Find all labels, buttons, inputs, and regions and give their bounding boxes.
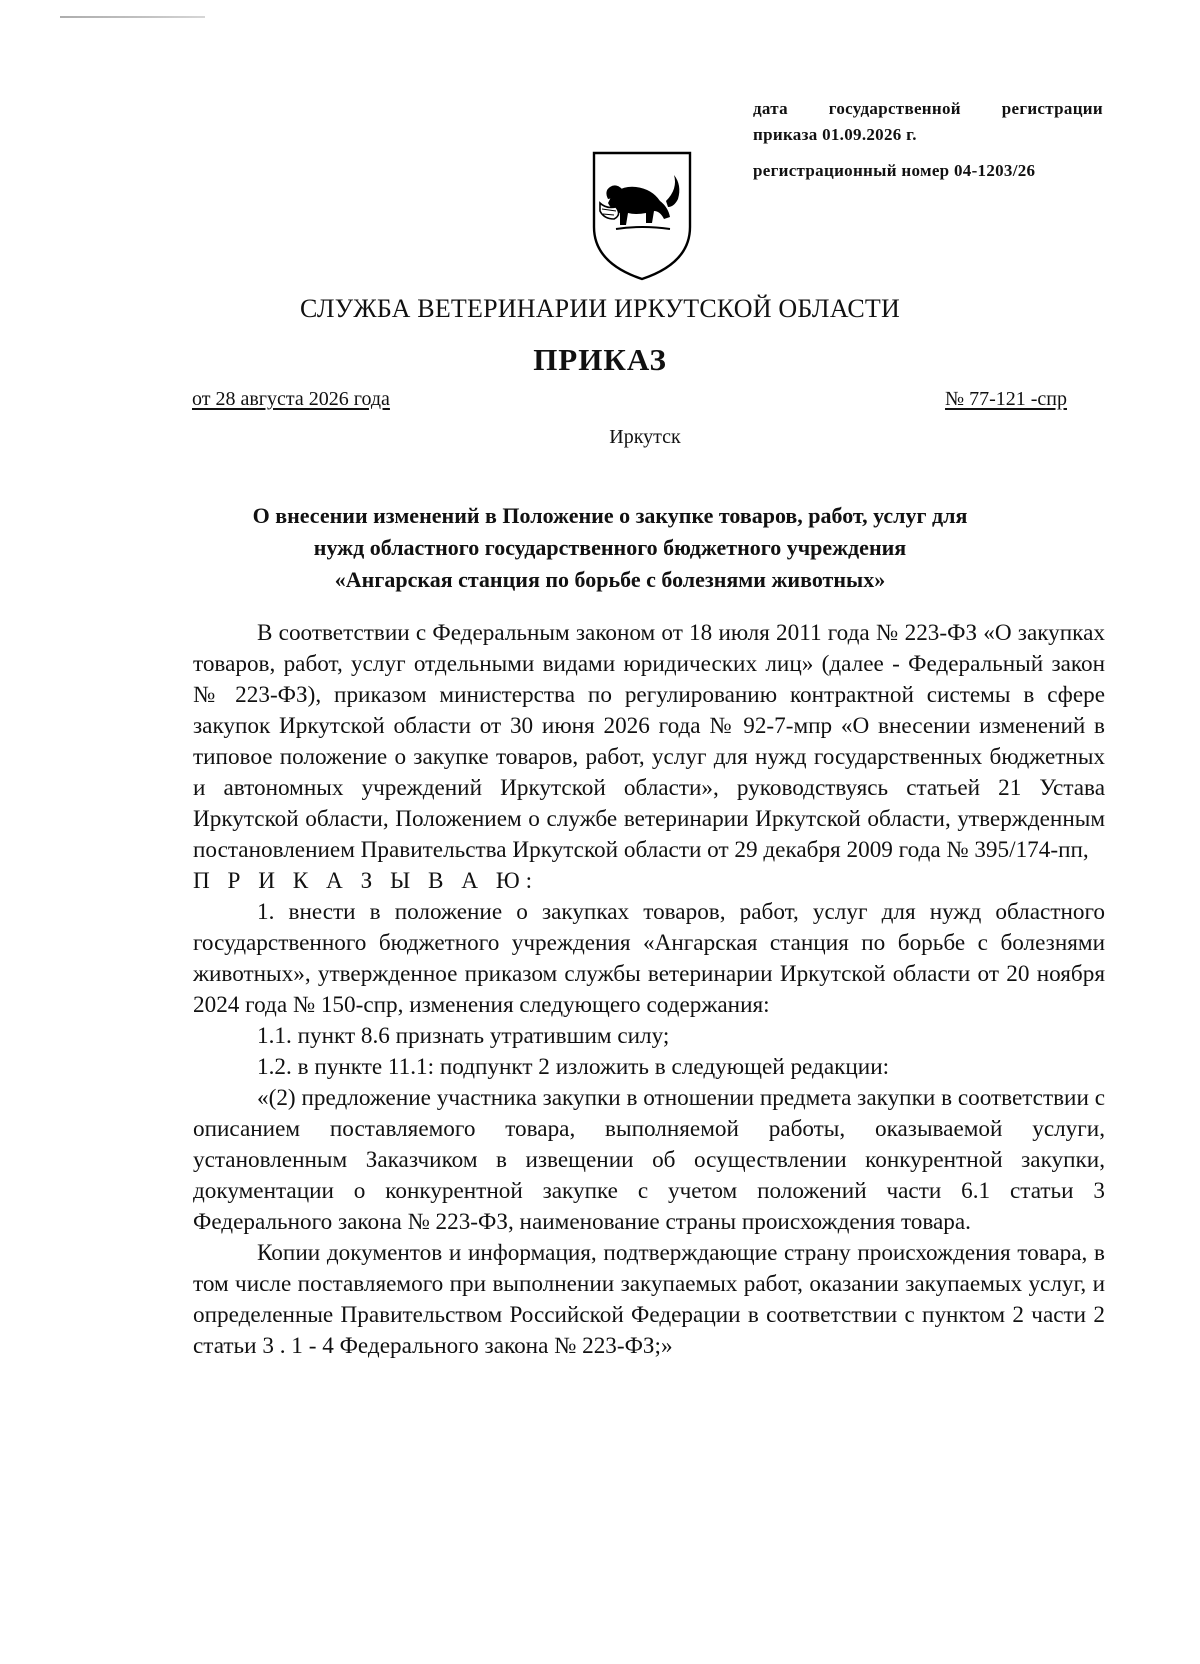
quote-paragraph: «(2) предложение участника закупки в отношении предмета закупки в соответствии с описанием поставляемого товара, выполняемой работы, оказываемой услуги, установленным Заказчиком в извещении об осуществлении конкурентной закупки, документации о конкурентной закупке с учетом положений части 6.1 статьи 3 Федерального закона № 223-ФЗ, наименование страны происхождения товара.	[193, 1085, 1105, 1235]
title-line: О внесении изменений в Положение о закупке товаров, работ, услуг для	[252, 503, 968, 528]
order-date: от 28 августа 2026 года	[192, 388, 390, 410]
registration-word: дата	[753, 99, 788, 118]
registration-date-line	[753, 96, 1103, 122]
order-number: № 77-121 -спр	[945, 388, 1067, 410]
item-1: 1. внести в положение о закупках товаров, работ, услуг для нужд областного государственного бюджетного учреждения «Ангарская станция по борьбе с болезнями животных», утвержденное приказом службы ветеринарии Иркутской области от 20 ноября 2024 года № 150-спр, изменения следующего содержания:	[193, 899, 1105, 1018]
title-line: «Ангарская станция по борьбе с болезнями животных»	[334, 567, 886, 592]
item-1-2: 1.2. в пункте 11.1: подпункт 2 изложить в следующей редакции:	[257, 1054, 890, 1080]
registration-number: регистрационный номер 04-1203/26	[753, 161, 1036, 180]
agency-name: СЛУЖБА ВЕТЕРИНАРИИ ИРКУТСКОЙ ОБЛАСТИ	[300, 294, 900, 323]
preamble-paragraph: В соответствии с Федеральным законом от 18 июля 2011 года № 223-ФЗ «О закупках товаров, работ, услуг отдельными видами юридических лиц» (далее - Федеральный закон № 223-ФЗ), приказом министерства по регулированию контрактной системы в сфере закупок Иркутской области от 30 июня 2026 года № 92-7-мпр «О внесении изменений в типовое положение о закупке товаров, работ, услуг для нужд государственных бюджетных и автономных учреждений Иркутской области», руководствуясь статьей 21 Устава Иркутской области, Положением о службе ветеринарии Иркутской области, утвержденным постановлением Правительства Иркутской области от 29 декабря 2009 года № 395/174-пп,	[193, 620, 1105, 863]
document-title	[170, 500, 1050, 596]
item-1-1: 1.1. пункт 8.6 признать утратившим силу;	[257, 1023, 670, 1049]
document-body	[193, 618, 1105, 1362]
scan-artifact-line	[60, 16, 205, 18]
registration-date: приказа 01.09.2026 г.	[753, 125, 917, 144]
city: Иркутск	[609, 426, 681, 448]
registration-stamp	[753, 96, 1103, 184]
title-line: нужд областного государственного бюджетного учреждения	[313, 535, 907, 560]
registration-word: государственной	[828, 99, 961, 118]
registration-word: регистрации	[1001, 99, 1103, 118]
document-type: ПРИКАЗ	[533, 342, 667, 377]
coat-of-arms-babr-icon	[586, 145, 698, 285]
orders-heading: П Р И К А З Ы В А Ю:	[193, 868, 539, 894]
quote-paragraph: Копии документов и информация, подтверждающие страну происхождения товара, в том числе поставляемого при выполнении закупаемых работ, оказании закупаемых услуг, и определенные Правительством Российской Федерации в соответствии с пунктом 2 части 2 статьи 3 . 1 - 4 Федерального закона № 223-ФЗ;»	[193, 1240, 1105, 1359]
